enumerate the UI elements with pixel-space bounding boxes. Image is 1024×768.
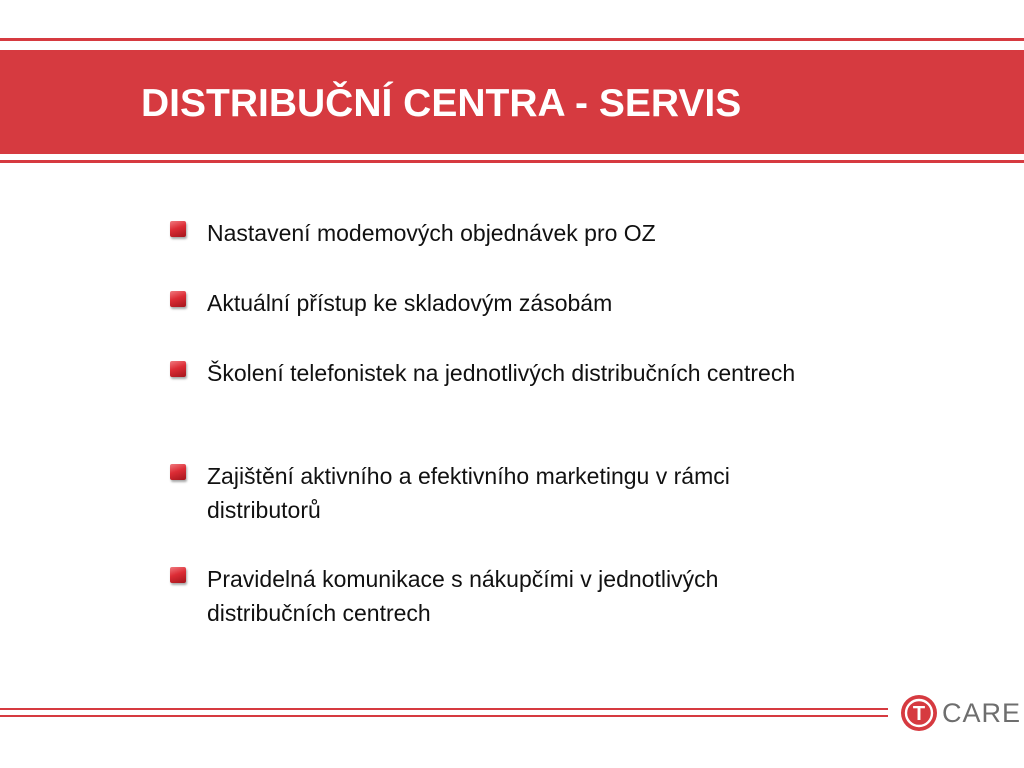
tcare-logo: [899, 693, 1022, 733]
footer-rule-upper: [0, 708, 888, 710]
header-top-rule: [0, 38, 1024, 41]
bullet-text: Pravidelná komunikace s nákupčími v jednotlivých distribučních centrech: [207, 566, 719, 626]
red-square-bullet-icon: [170, 567, 186, 583]
bullet-text: Nastavení modemových objednávek pro OZ: [207, 220, 656, 246]
bullet-text: Aktuální přístup ke skladovým zásobám: [207, 290, 613, 316]
logo-text: CARE: [942, 698, 1022, 728]
slide-title: DISTRIBUČNÍ CENTRA - SERVIS: [141, 82, 742, 125]
footer-rule-lower: [0, 715, 888, 717]
logo-mark-letter: T: [912, 703, 926, 725]
bullet-text: Zajištění aktivního a efektivního marketingu v rámci distributorů: [207, 463, 730, 523]
red-square-bullet-icon: [170, 361, 186, 377]
red-square-bullet-icon: [170, 221, 186, 237]
header-bottom-rule: [0, 160, 1024, 163]
t-circle-logo-icon: [899, 693, 939, 733]
red-square-bullet-icon: [170, 291, 186, 307]
bullet-text: Školení telefonistek na jednotlivých distribučních centrech: [207, 360, 796, 386]
red-square-bullet-icon: [170, 464, 186, 480]
